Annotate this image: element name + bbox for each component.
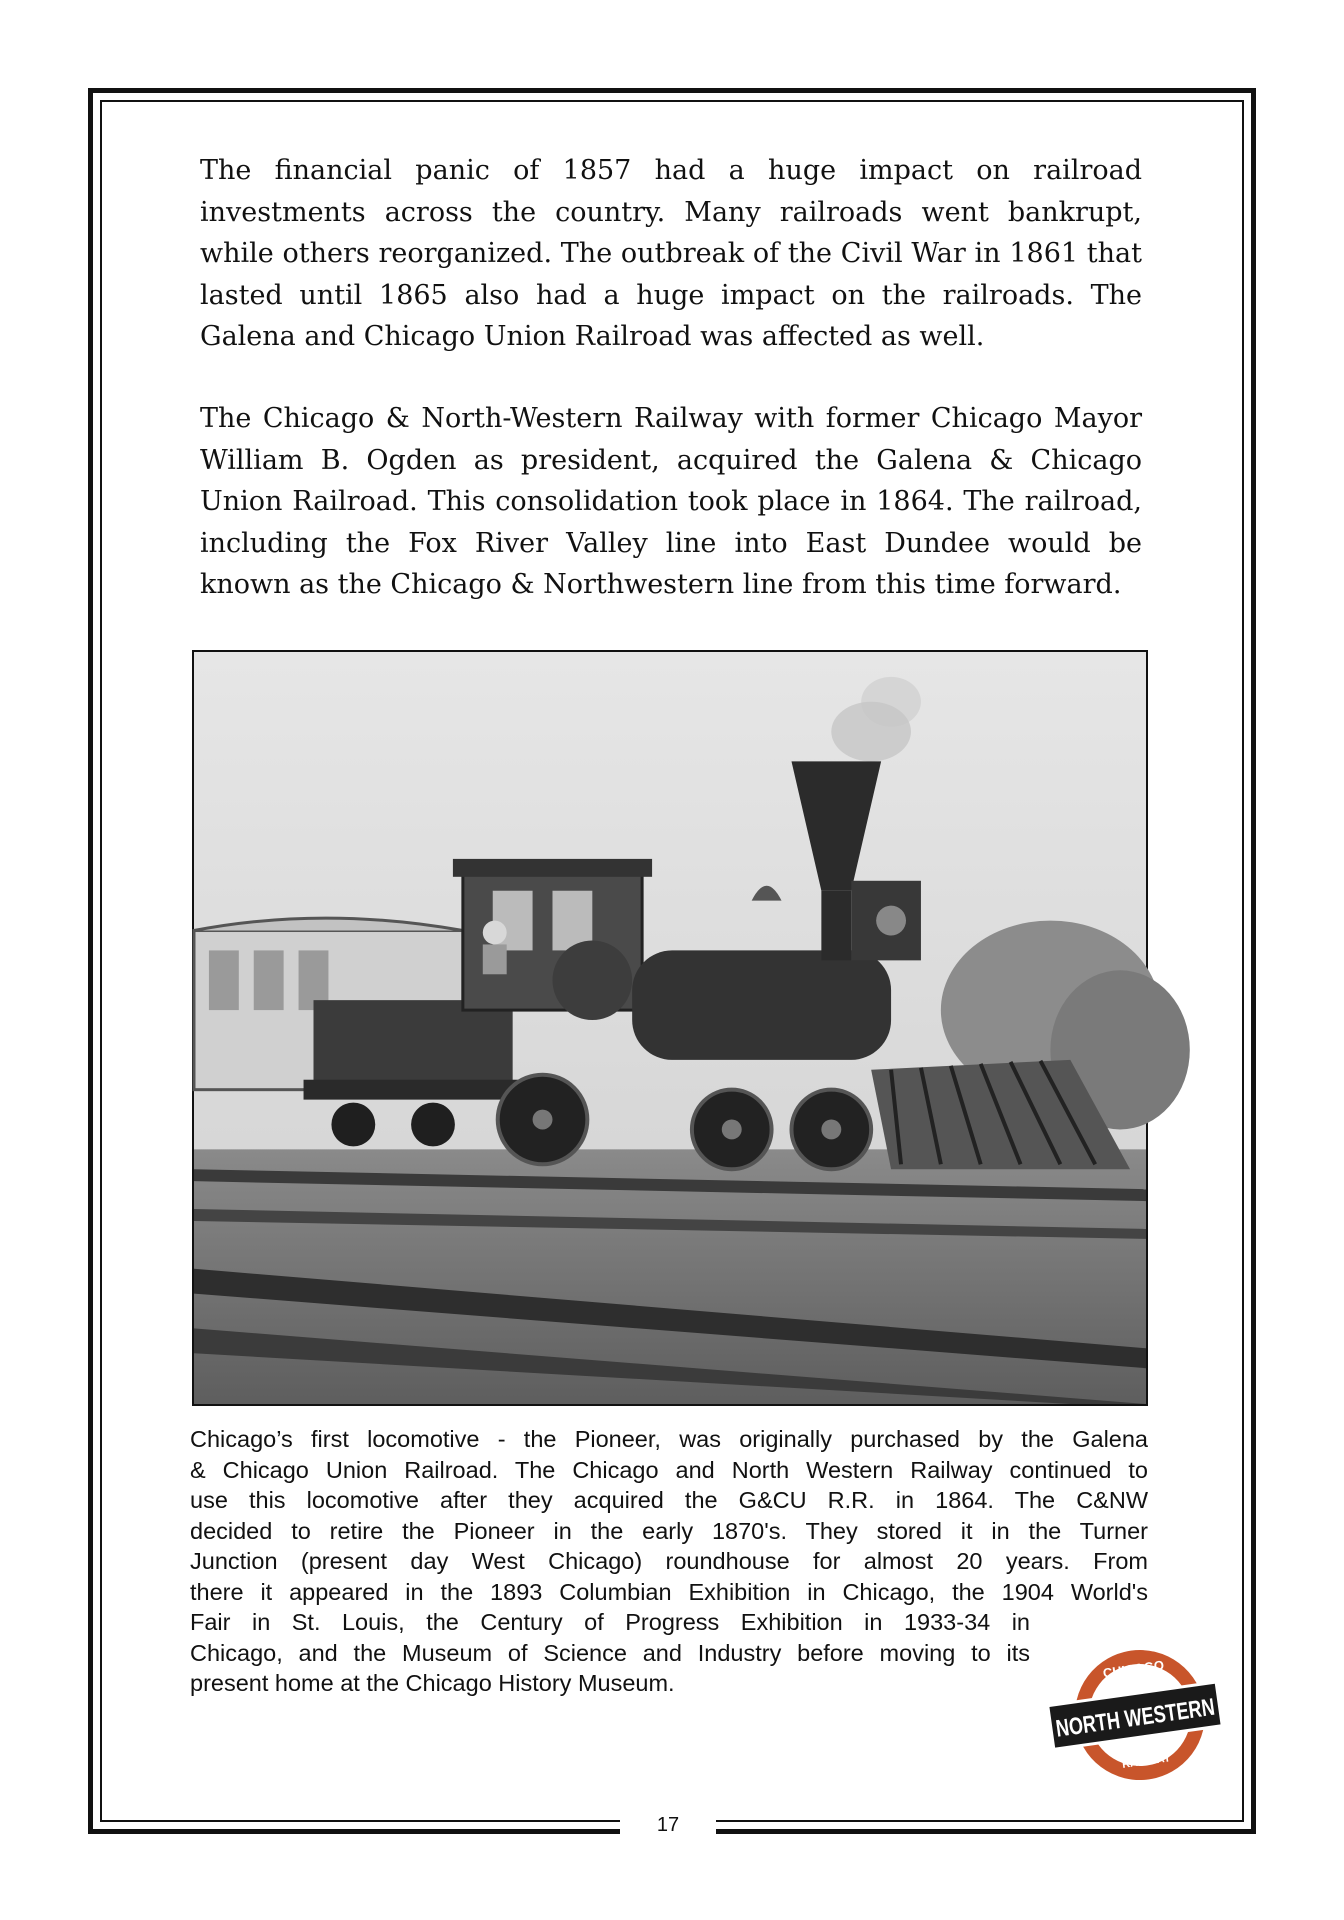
logo-top-text: CHICAGO — [1102, 1657, 1165, 1681]
caption-line: Chicago, and the Museum of Science and Industry before moving to its — [190, 1639, 1030, 1666]
caption-line: Junction (present day West Chicago) roundhouse for almost 20 years. From — [190, 1548, 1148, 1574]
body-paragraph-1: The financial panic of 1857 had a huge impact on railroad investments across the country. Many railroads went bankrupt, while others reorganized. The outbreak of the Civil War in 1861 that lasted until 1865 also had a huge impact on the railroads. The Galena and Chicago Union Railroad was affected as well. — [200, 155, 1142, 352]
logo-bottom-text: RAILWAY — [1121, 1752, 1172, 1771]
chicago-north-western-railway-logo — [1040, 1650, 1268, 1782]
photo-caption — [190, 1424, 1148, 1699]
caption-line: present home at the Chicago History Museum. — [190, 1670, 675, 1696]
caption-line: Chicago’s first locomotive - the Pioneer, was originally purchased by the Galena — [190, 1426, 1148, 1452]
caption-line: use this locomotive after they acquired the G&CU R.R. in 1864. The C&NW — [190, 1487, 1148, 1513]
caption-line: decided to retire the Pioneer in the early 1870's. They stored it in the Turner — [190, 1517, 1148, 1544]
caption-line: & Chicago Union Railroad. The Chicago and North Western Railway continued to — [190, 1456, 1148, 1483]
caption-line: there it appeared in the 1893 Columbian Exhibition in Chicago, the 1904 World's — [190, 1578, 1148, 1605]
body-paragraph-2: The Chicago & North-Western Railway with former Chicago Mayor William B. Ogden as president, acquired the Galena & Chicago Union Railroad. This consolidation took place in 1864. The railroad, including the Fox River Valley line into East Dundee would be known as the Chicago & Northwestern line from this time forward. — [200, 403, 1142, 600]
page-number: 17 — [656, 1814, 680, 1836]
locomotive-photo — [192, 650, 1148, 1406]
caption-line: Fair in St. Louis, the Century of Progress Exhibition in 1933-34 in — [190, 1609, 1030, 1635]
logo-main-text: NORTH WESTERN — [1054, 1686, 1268, 1743]
